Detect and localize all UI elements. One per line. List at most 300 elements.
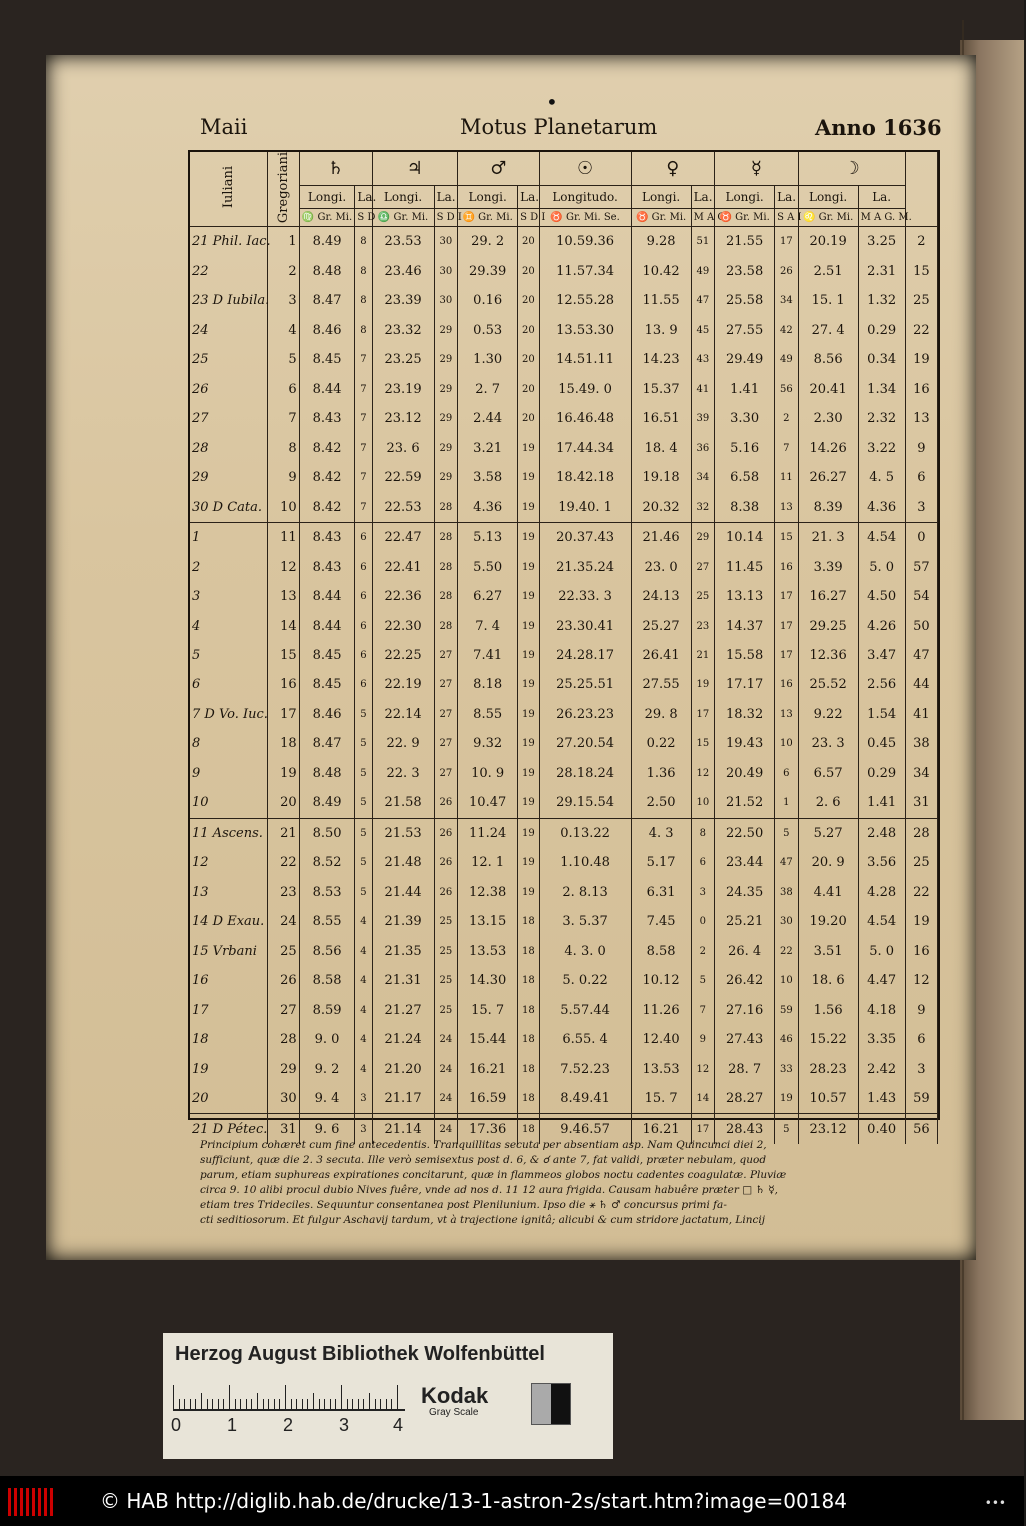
gregorian-date-cell: 4: [267, 316, 299, 345]
table-cell: 16: [775, 670, 799, 699]
table-cell: 6.55. 4: [539, 1025, 631, 1054]
table-cell: 21.46: [631, 522, 691, 552]
table-cell: 8.42: [299, 492, 355, 522]
table-cell: 9: [905, 995, 937, 1024]
table-cell: 8.42: [299, 433, 355, 462]
table-cell: 14.37: [715, 611, 775, 640]
gregorian-date-cell: 30: [267, 1084, 299, 1114]
table-cell: 30: [434, 227, 458, 257]
julian-date-cell: 17: [190, 995, 267, 1024]
column-subheader: Longi.: [299, 185, 355, 208]
julian-date-cell: 19: [190, 1054, 267, 1083]
table-cell: 29: [434, 316, 458, 345]
julian-date-cell: 27: [190, 404, 267, 433]
table-cell: 8.47: [299, 286, 355, 315]
table-cell: 8.52: [299, 848, 355, 877]
table-cell: 7: [355, 492, 372, 522]
table-cell: 10.57: [798, 1084, 858, 1114]
table-cell: 23: [691, 611, 715, 640]
table-cell: 20.19: [798, 227, 858, 257]
table-cell: 3: [355, 1084, 372, 1114]
table-cell: 10.59.36: [539, 227, 631, 257]
table-cell: 17.17: [715, 670, 775, 699]
column-unit-header: M A O: [691, 208, 715, 226]
table-cell: 29.39: [458, 257, 518, 286]
ruler-label: 0: [171, 1415, 182, 1435]
table-cell: 1.54: [858, 700, 905, 729]
table-cell: 27: [434, 759, 458, 788]
table-cell: 0.13.22: [539, 818, 631, 848]
ruler-tick: [291, 1399, 292, 1409]
table-cell: 57: [905, 552, 937, 581]
table-cell: 8.53: [299, 878, 355, 907]
table-cell: 49: [691, 257, 715, 286]
table-cell: 7: [355, 345, 372, 374]
gregorian-date-cell: 17: [267, 700, 299, 729]
table-cell: 50: [905, 611, 937, 640]
table-cell: 3.51: [798, 937, 858, 966]
table-cell: 7: [691, 995, 715, 1024]
table-cell: 3.25: [858, 227, 905, 257]
table-cell: 3.47: [858, 641, 905, 670]
julian-date-cell: 7 D Vo. Iuc.: [190, 700, 267, 729]
table-cell: 15.22: [798, 1025, 858, 1054]
ruler-tick: [212, 1399, 213, 1409]
table-cell: 20: [518, 374, 539, 403]
table-cell: 19: [518, 670, 539, 699]
table-cell: 8.50: [299, 818, 355, 848]
table-cell: 18.32: [715, 700, 775, 729]
table-row: [190, 700, 938, 729]
table-cell: 23.25: [372, 345, 434, 374]
ruler-tick: [335, 1399, 336, 1409]
table-cell: 10: [775, 966, 799, 995]
gregorian-date-cell: 5: [267, 345, 299, 374]
table-cell: 10.14: [715, 522, 775, 552]
table-cell: 29. 8: [631, 700, 691, 729]
table-cell: 27: [434, 729, 458, 758]
table-cell: 26.41: [631, 641, 691, 670]
table-cell: 21.20: [372, 1054, 434, 1083]
table-cell: 25.25.51: [539, 670, 631, 699]
table-cell: 47: [691, 286, 715, 315]
table-cell: 2.31: [858, 257, 905, 286]
table-cell: 2.32: [858, 404, 905, 433]
table-cell: 18: [518, 995, 539, 1024]
column-subheader: La.: [434, 185, 458, 208]
gregorian-date-cell: 27: [267, 995, 299, 1024]
venus-symbol: ♀: [631, 152, 715, 185]
table-cell: 9. 2: [299, 1054, 355, 1083]
table-cell: 8.42: [299, 463, 355, 492]
table-cell: 28: [434, 522, 458, 552]
table-cell: 17: [775, 641, 799, 670]
ruler-tick: [184, 1399, 185, 1409]
table-cell: 45: [691, 316, 715, 345]
table-cell: 8.44: [299, 582, 355, 611]
julian-date-cell: 16: [190, 966, 267, 995]
table-cell: 17.36: [458, 1114, 518, 1144]
table-cell: 7.45: [631, 907, 691, 936]
table-cell: 7: [355, 433, 372, 462]
table-cell: 32: [691, 492, 715, 522]
table-cell: 59: [905, 1084, 937, 1114]
table-cell: 27. 4: [798, 316, 858, 345]
table-cell: 2: [691, 937, 715, 966]
table-cell: 8.45: [299, 641, 355, 670]
table-cell: 1.32: [858, 286, 905, 315]
kodak-logo: Kodak: [421, 1383, 489, 1408]
table-cell: 6.27: [458, 582, 518, 611]
table-cell: 34: [775, 286, 799, 315]
table-cell: 29: [434, 374, 458, 403]
table-cell: 6: [355, 641, 372, 670]
table-cell: 9. 0: [299, 1025, 355, 1054]
gregorian-date-cell: 9: [267, 463, 299, 492]
table-cell: 24.13: [631, 582, 691, 611]
table-cell: 41: [905, 700, 937, 729]
table-cell: 8: [355, 257, 372, 286]
moon-symbol: ☽: [798, 152, 905, 185]
table-cell: 8.58: [631, 937, 691, 966]
table-cell: 9.46.57: [539, 1114, 631, 1144]
table-cell: 26. 4: [715, 937, 775, 966]
table-cell: 0: [905, 522, 937, 552]
table-row: [190, 492, 938, 522]
table-cell: 4: [355, 937, 372, 966]
gregorian-date-cell: 7: [267, 404, 299, 433]
column-subheader: Longi.: [631, 185, 691, 208]
table-cell: 0.29: [858, 316, 905, 345]
table-cell: 16.27: [798, 582, 858, 611]
ruler-label: 1: [227, 1415, 238, 1435]
table-cell: 8.56: [299, 937, 355, 966]
table-cell: 18: [518, 1084, 539, 1114]
julian-date-cell: 20: [190, 1084, 267, 1114]
table-cell: 44: [905, 670, 937, 699]
table-cell: 29.15.54: [539, 788, 631, 818]
table-cell: 4. 3: [631, 818, 691, 848]
table-cell: 28: [434, 611, 458, 640]
table-cell: 20.37.43: [539, 522, 631, 552]
table-cell: 5.50: [458, 552, 518, 581]
table-cell: 8.46: [299, 700, 355, 729]
table-cell: 23. 0: [631, 552, 691, 581]
footer-copyright-link[interactable]: © HAB http://diglib.hab.de/drucke/13-1-astron-2s/start.htm?image=00184: [100, 1489, 847, 1513]
table-cell: 9: [905, 433, 937, 462]
table-cell: 19: [518, 700, 539, 729]
table-cell: 5: [775, 1114, 799, 1144]
table-cell: 4: [355, 907, 372, 936]
table-cell: 33: [775, 1054, 799, 1083]
table-cell: 3.35: [858, 1025, 905, 1054]
table-cell: 10. 9: [458, 759, 518, 788]
table-cell: 8.47: [299, 729, 355, 758]
table-cell: 24: [434, 1025, 458, 1054]
table-cell: 28.23: [798, 1054, 858, 1083]
ruler-tick: [347, 1399, 348, 1409]
ruler-tick: [274, 1399, 275, 1409]
page-title: Motus Planetarum: [460, 115, 658, 139]
table-row: [190, 227, 938, 257]
table-row: [190, 1025, 938, 1054]
table-cell: 14.30: [458, 966, 518, 995]
hab-logo-icon: [8, 1488, 54, 1516]
table-row: [190, 552, 938, 581]
table-cell: 24: [434, 1114, 458, 1144]
ruler-tick: [195, 1399, 196, 1409]
table-cell: 5.57.44: [539, 995, 631, 1024]
table-cell: 6: [355, 552, 372, 581]
table-cell: 25.27: [631, 611, 691, 640]
table-cell: 28: [434, 492, 458, 522]
table-cell: 23.53: [372, 227, 434, 257]
table-cell: 6: [355, 611, 372, 640]
note-line: etiam tres Trideciles. Sequuntur consentanea post Plenilunium. Ipso die ⚹ ♄ ♂ concursus primi fa-: [200, 1199, 727, 1211]
table-cell: 13: [775, 492, 799, 522]
table-row: [190, 907, 938, 936]
column-subheader: Longi.: [458, 185, 518, 208]
table-cell: 19: [518, 759, 539, 788]
julian-header: Iuliani: [190, 152, 267, 227]
table-cell: 8.39: [798, 492, 858, 522]
table-cell: 0.34: [858, 345, 905, 374]
table-cell: 4.41: [798, 878, 858, 907]
table-cell: 1: [775, 788, 799, 818]
table-cell: 19: [518, 582, 539, 611]
table-row: [190, 818, 938, 848]
table-cell: 5: [355, 818, 372, 848]
table-row: [190, 878, 938, 907]
ruler-tick: [386, 1399, 387, 1409]
table-cell: 12.38: [458, 878, 518, 907]
julian-date-cell: 8: [190, 729, 267, 758]
table-cell: 27.43: [715, 1025, 775, 1054]
table-cell: 21.52: [715, 788, 775, 818]
ruler-tick: [391, 1399, 392, 1409]
table-cell: 5: [691, 966, 715, 995]
table-cell: 6: [355, 522, 372, 552]
table-cell: 17.44.34: [539, 433, 631, 462]
table-cell: 4.26: [858, 611, 905, 640]
table-cell: 54: [905, 582, 937, 611]
table-cell: 7: [775, 433, 799, 462]
table-cell: 27: [434, 700, 458, 729]
table-cell: 25: [434, 907, 458, 936]
table-cell: 4: [355, 1054, 372, 1083]
table-row: [190, 316, 938, 345]
table-cell: 13.53: [458, 937, 518, 966]
table-cell: 2.48: [858, 818, 905, 848]
table-cell: 15: [691, 729, 715, 758]
table-cell: 21: [691, 641, 715, 670]
table-row: [190, 995, 938, 1024]
gregorian-date-cell: 29: [267, 1054, 299, 1083]
table-cell: 10: [691, 788, 715, 818]
table-cell: 23. 3: [798, 729, 858, 758]
julian-date-cell: 2: [190, 552, 267, 581]
gregorian-date-cell: 23: [267, 878, 299, 907]
julian-date-cell: 21 Phil. Iac.: [190, 227, 267, 257]
table-cell: 19.43: [715, 729, 775, 758]
table-cell: 5. 0: [858, 937, 905, 966]
table-cell: 3: [355, 1114, 372, 1144]
table-cell: 8.55: [458, 700, 518, 729]
table-cell: 26: [434, 878, 458, 907]
table-cell: 38: [775, 878, 799, 907]
gregorian-date-cell: 24: [267, 907, 299, 936]
table-cell: 21. 3: [798, 522, 858, 552]
julian-date-cell: 3: [190, 582, 267, 611]
table-cell: 24: [434, 1054, 458, 1083]
table-cell: 4.50: [858, 582, 905, 611]
table-cell: 4. 3. 0: [539, 937, 631, 966]
julian-date-cell: 11 Ascens.: [190, 818, 267, 848]
table-cell: 19: [518, 729, 539, 758]
table-cell: 2.56: [858, 670, 905, 699]
table-cell: 38: [905, 729, 937, 758]
julian-date-cell: 25: [190, 345, 267, 374]
table-cell: 19.20: [798, 907, 858, 936]
ruler-tick: [201, 1393, 202, 1409]
column-subheader: Longitudo.: [539, 185, 631, 208]
table-cell: 21.53: [372, 818, 434, 848]
table-cell: 8.49: [299, 788, 355, 818]
table-cell: 6: [355, 670, 372, 699]
table-cell: 27.55: [631, 670, 691, 699]
table-cell: 0.29: [858, 759, 905, 788]
ruler-tick: [302, 1399, 303, 1409]
table-cell: 26: [434, 818, 458, 848]
julian-date-cell: 23 D Iubila.: [190, 286, 267, 315]
table-cell: 20: [518, 257, 539, 286]
table-cell: 22.36: [372, 582, 434, 611]
table-cell: 18. 4: [631, 433, 691, 462]
julian-date-cell: 12: [190, 848, 267, 877]
table-cell: 11.55: [631, 286, 691, 315]
table-cell: 13: [775, 700, 799, 729]
table-cell: 15.37: [631, 374, 691, 403]
table-cell: 23.58: [715, 257, 775, 286]
table-cell: 7.41: [458, 641, 518, 670]
column-unit-header: ♉ Gr. Mi.: [715, 208, 775, 226]
table-cell: 24: [434, 1084, 458, 1114]
table-row: [190, 966, 938, 995]
table-cell: 27: [434, 641, 458, 670]
table-cell: 26.42: [715, 966, 775, 995]
column-unit-header: ♎ Gr. Mi.: [372, 208, 434, 226]
gray-scale-label: Gray Scale: [429, 1407, 479, 1418]
table-cell: 19: [518, 433, 539, 462]
table-cell: 28.27: [715, 1084, 775, 1114]
table-cell: 4.54: [858, 907, 905, 936]
table-cell: 8: [355, 316, 372, 345]
table-cell: 6.58: [715, 463, 775, 492]
table-cell: 19: [518, 522, 539, 552]
table-cell: 3. 5.37: [539, 907, 631, 936]
table-cell: 16: [775, 552, 799, 581]
library-label-card: [163, 1333, 613, 1459]
table-cell: 19: [518, 878, 539, 907]
table-cell: 20: [518, 286, 539, 315]
column-subheader: La.: [858, 185, 905, 208]
library-name: Herzog August Bibliothek Wolfenbüttel: [175, 1343, 545, 1365]
table-cell: 5: [355, 700, 372, 729]
table-cell: 4: [355, 966, 372, 995]
table-cell: 5.16: [715, 433, 775, 462]
table-cell: 26: [434, 848, 458, 877]
table-cell: 1.10.48: [539, 848, 631, 877]
table-cell: 20. 9: [798, 848, 858, 877]
gregorian-date-cell: 26: [267, 966, 299, 995]
table-cell: 24.35: [715, 878, 775, 907]
table-cell: 2. 8.13: [539, 878, 631, 907]
table-cell: 7. 4: [458, 611, 518, 640]
table-cell: 1.30: [458, 345, 518, 374]
note-line: cti seditiosorum. Et fulgur Aschavij tardum, vt à trajectione ignitâ; alicubi & cum stridore jactatum, Lincij: [200, 1214, 765, 1226]
table-cell: 8: [355, 286, 372, 315]
table-cell: 56: [905, 1114, 937, 1144]
table-cell: 23.19: [372, 374, 434, 403]
table-cell: 46: [775, 1025, 799, 1054]
julian-date-cell: 29: [190, 463, 267, 492]
ruler-tick: [207, 1399, 208, 1409]
table-cell: 22. 9: [372, 729, 434, 758]
table-cell: 2: [775, 404, 799, 433]
table-cell: 13. 9: [631, 316, 691, 345]
table-cell: 8.49: [299, 227, 355, 257]
table-cell: 17: [691, 1114, 715, 1144]
table-cell: 2. 6: [798, 788, 858, 818]
table-cell: 8.58: [299, 966, 355, 995]
table-cell: 16: [905, 374, 937, 403]
table-cell: 47: [905, 641, 937, 670]
table-cell: 5: [775, 818, 799, 848]
table-cell: 6: [775, 759, 799, 788]
table-cell: 8.56: [798, 345, 858, 374]
gregorian-date-cell: 13: [267, 582, 299, 611]
table-cell: 25.58: [715, 286, 775, 315]
table-cell: 8.46: [299, 316, 355, 345]
table-cell: 2.51: [798, 257, 858, 286]
table-cell: 18: [518, 1114, 539, 1144]
note-line: Principium cohæret cum fine antecedentis. Tranquillitas secuta per absentiam asp. Nam Quincunci diei 2,: [200, 1139, 767, 1151]
gregorian-date-cell: 19: [267, 759, 299, 788]
table-cell: 8.38: [715, 492, 775, 522]
gregorian-date-cell: 8: [267, 433, 299, 462]
table-cell: 7.52.23: [539, 1054, 631, 1083]
column-subheader: La.: [518, 185, 539, 208]
table-cell: 51: [691, 227, 715, 257]
table-row: [190, 788, 938, 818]
table-cell: 22.19: [372, 670, 434, 699]
table-cell: 4.54: [858, 522, 905, 552]
ruler-tick: [313, 1393, 314, 1409]
ruler-tick: [369, 1393, 370, 1409]
table-cell: 21.35.24: [539, 552, 631, 581]
table-cell: 12: [691, 1054, 715, 1083]
gregorian-date-cell: 31: [267, 1114, 299, 1144]
mars-symbol: ♂: [458, 152, 539, 185]
table-cell: 14.26: [798, 433, 858, 462]
table-cell: 12.36: [798, 641, 858, 670]
table-cell: 13.53.30: [539, 316, 631, 345]
column-subheader: La.: [691, 185, 715, 208]
table-cell: 7: [355, 463, 372, 492]
table-cell: 30: [434, 286, 458, 315]
table-cell: 49: [775, 345, 799, 374]
table-cell: 27: [434, 670, 458, 699]
